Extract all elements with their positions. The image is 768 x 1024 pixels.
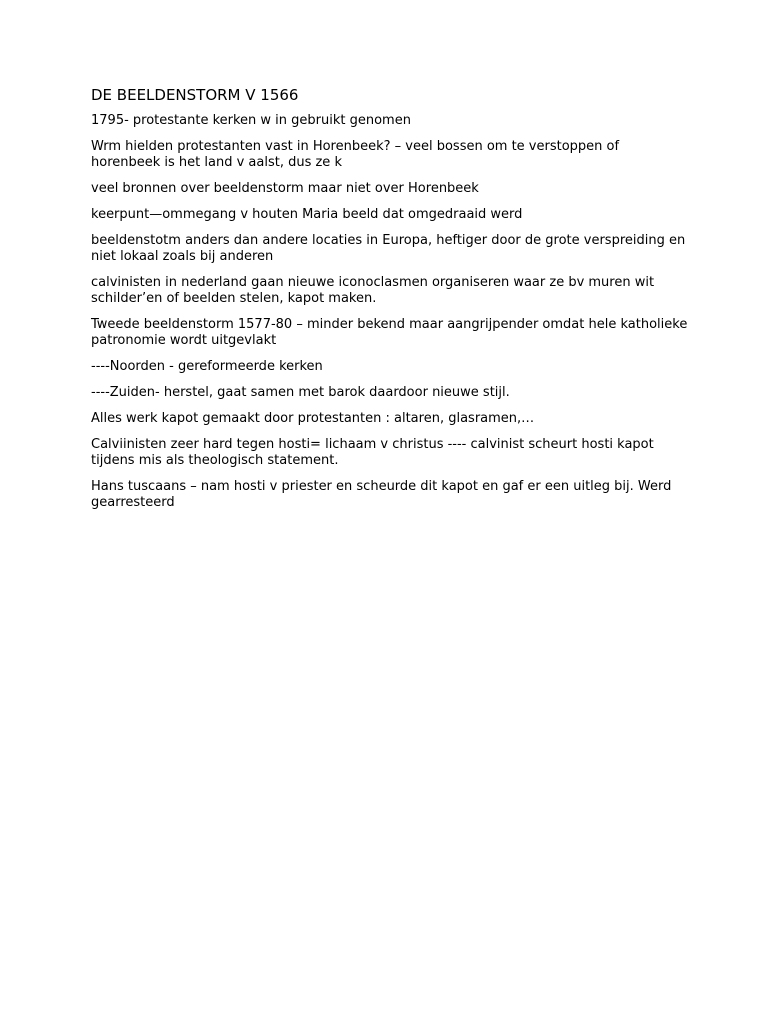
paragraph-5: beeldenstotm anders dan andere locaties in Europa, heftiger door de grote verspreiding en niet lokaal zoals bij anderen <box>91 233 686 264</box>
paragraph-4: keerpunt—ommegang v houten Maria beeld dat omgedraaid werd <box>91 207 523 222</box>
paragraph-9: ----Zuiden- herstel, gaat samen met barok daardoor nieuwe stijl. <box>91 385 510 400</box>
document-title: DE BEELDENSTORM V 1566 <box>91 86 299 104</box>
paragraph-10: Alles werk kapot gemaakt door protestanten : altaren, glasramen,… <box>91 411 535 426</box>
paragraph-3: veel bronnen over beeldenstorm maar niet over Horenbeek <box>91 181 479 196</box>
document-page <box>91 86 691 521</box>
paragraph-1: 1795- protestante kerken w in gebruikt genomen <box>91 113 411 128</box>
paragraph-6: calvinisten in nederland gaan nieuwe iconoclasmen organiseren waar ze bv muren wit schilder’en of beelden stelen, kapot maken. <box>91 275 655 306</box>
paragraph-8: ----Noorden - gereformeerde kerken <box>91 359 323 374</box>
paragraph-2: Wrm hielden protestanten vast in Horenbeek? – veel bossen om te verstoppen of horenbeek is het land v aalst, dus ze k <box>91 139 620 170</box>
paragraph-11: Calviinisten zeer hard tegen hosti= lichaam v christus ---- calvinist scheurt hosti kapot tijdens mis als theologisch statement. <box>91 437 654 468</box>
paragraph-7: Tweede beeldenstorm 1577-80 – minder bekend maar aangrijpender omdat hele katholieke patronomie wordt uitgevlakt <box>91 317 688 348</box>
paragraph-12: Hans tuscaans – nam hosti v priester en scheurde dit kapot en gaf er een uitleg bij. Werd gearresteerd <box>91 479 672 510</box>
